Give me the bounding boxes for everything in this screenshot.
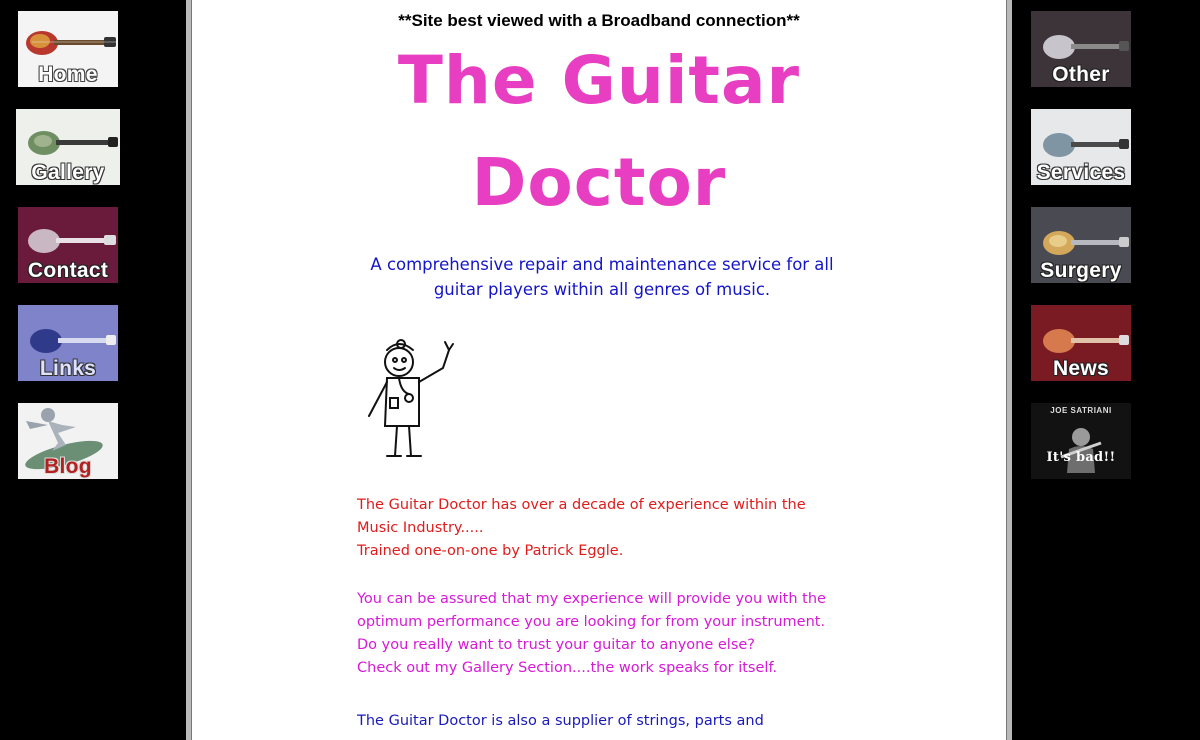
nav-blog-label: Blog xyxy=(44,455,92,478)
broadband-notice: **Site best viewed with a Broadband connection** xyxy=(398,11,800,30)
nav-home-button[interactable] xyxy=(18,11,118,87)
joe-satriani-text: JOE SATRIANI xyxy=(1050,406,1112,415)
nav-services-label: Services xyxy=(1036,161,1126,184)
intro-red-line1: The Guitar Doctor has over a decade of experience within the Music Industry..... xyxy=(357,497,806,536)
nav-news-label: News xyxy=(1052,357,1110,380)
intro-pink xyxy=(357,588,847,680)
nav-gallery-label: Gallery xyxy=(31,161,105,184)
intro-blue xyxy=(357,710,847,733)
site-logo-line1: The Guitar xyxy=(397,42,801,119)
nav-satriani-button[interactable] xyxy=(1031,403,1131,479)
content-panel-inner xyxy=(191,0,1007,740)
nav-links-label: Links xyxy=(39,357,97,380)
nav-contact-button[interactable] xyxy=(18,207,118,283)
nav-satriani-label: It's bad!! xyxy=(1046,450,1116,465)
nav-contact-label: Contact xyxy=(27,259,109,282)
intro-pink-line2: Do you really want to trust your guitar to anyone else? xyxy=(357,637,755,653)
nav-other-label: Other xyxy=(1052,63,1110,86)
intro-red xyxy=(357,494,847,563)
nav-surgery-button[interactable] xyxy=(1031,207,1131,283)
nav-services-button[interactable] xyxy=(1031,109,1131,185)
intro-blue-line1: The Guitar Doctor is also a supplier of strings, parts and xyxy=(357,713,764,729)
nav-home-label: Home xyxy=(38,63,98,86)
doctor-cartoon-icon xyxy=(357,332,457,468)
tagline: A comprehensive repair and maintenance service for all guitar players within all genres of music. xyxy=(370,255,834,299)
intro-red-line2: Trained one-on-one by Patrick Eggle. xyxy=(357,543,624,559)
nav-other-button[interactable] xyxy=(1031,11,1131,87)
nav-links-button[interactable] xyxy=(18,305,118,381)
content-panel xyxy=(186,0,1012,740)
intro-pink-line1: You can be assured that my experience will provide you with the optimum performance you are looking for from your instrument. xyxy=(357,591,826,630)
site-logo-line2: Doctor xyxy=(471,144,727,221)
nav-surgery-label: Surgery xyxy=(1040,259,1122,282)
intro-pink-line3: Check out my Gallery Section....the work speaks for itself. xyxy=(357,660,778,676)
nav-blog-button[interactable] xyxy=(18,403,118,479)
nav-news-button[interactable] xyxy=(1031,305,1131,381)
nav-gallery-button[interactable] xyxy=(16,109,120,185)
